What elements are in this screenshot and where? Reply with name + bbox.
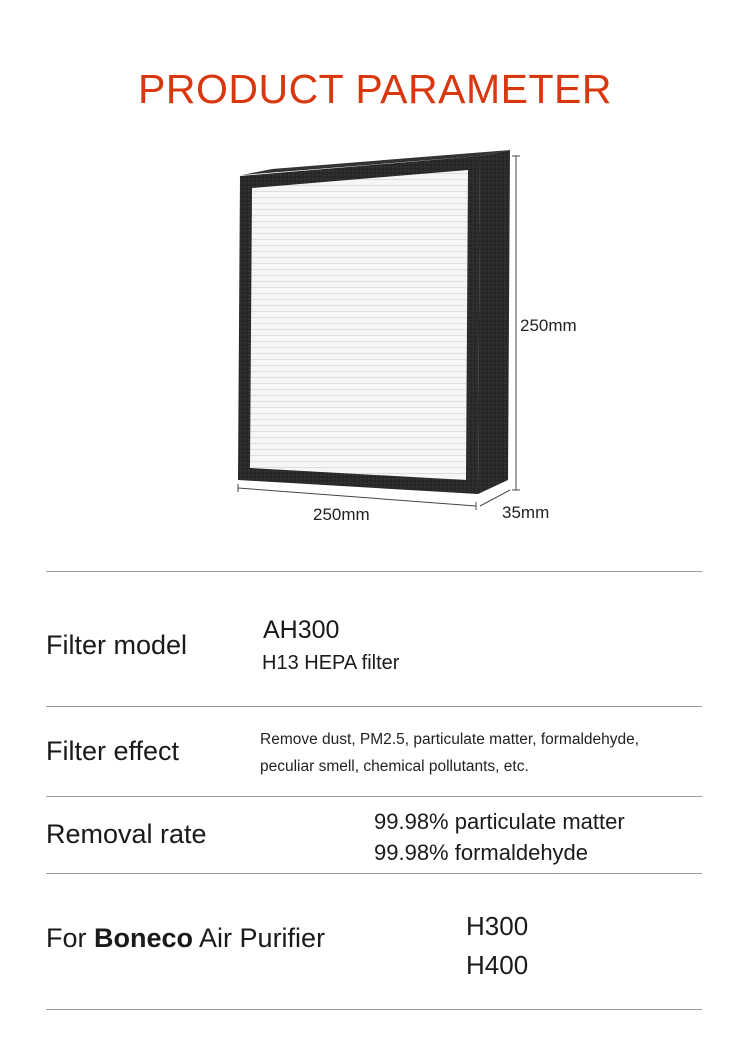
filter-effect-label: Filter effect <box>46 736 180 766</box>
brand-name: Boneco <box>94 923 194 953</box>
divider <box>46 1009 702 1010</box>
filter-illustration <box>220 150 580 530</box>
filter-model-label: Filter model <box>46 630 188 660</box>
filter-side-face <box>478 150 510 494</box>
compatibility-label <box>46 923 325 954</box>
removal-rate-line1: 99.98% particulate matter <box>374 809 625 834</box>
compatibility-suffix: Air Purifier <box>193 923 326 953</box>
width-dimension-label: 250mm <box>313 505 370 524</box>
filter-effect-line1: Remove dust, PM2.5, particulate matter, formaldehyde, <box>260 731 640 748</box>
filter-product-image <box>220 150 580 530</box>
divider <box>46 796 702 797</box>
compatible-model-2: H400 <box>466 950 529 980</box>
depth-dimension-label: 35mm <box>502 503 550 522</box>
divider <box>46 873 702 874</box>
divider <box>46 706 702 707</box>
filter-type-value: H13 HEPA filter <box>262 652 400 674</box>
height-dimension-label: 250mm <box>520 316 577 335</box>
filter-model-value: AH300 <box>263 616 340 644</box>
compatibility-prefix: For <box>46 923 95 953</box>
removal-rate-line2: 99.98% formaldehyde <box>374 840 589 865</box>
filter-effect-line2: peculiar smell, chemical pollutants, etc. <box>260 758 529 775</box>
compatible-model-1: H300 <box>466 911 529 941</box>
removal-rate-label: Removal rate <box>46 819 207 849</box>
page-title: PRODUCT PARAMETER <box>138 66 612 112</box>
filter-media <box>250 170 468 480</box>
divider <box>46 571 702 572</box>
